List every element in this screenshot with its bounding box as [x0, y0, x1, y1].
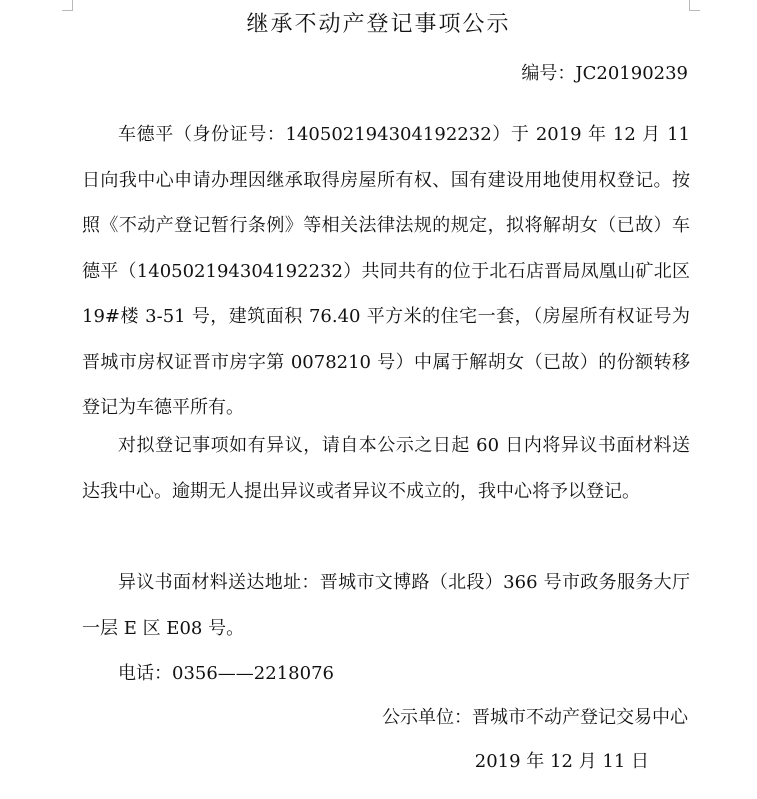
- document-title: 继承不动产登记事项公示: [246, 12, 511, 37]
- issuing-unit: 公示单位：晋城市不动产登记交易中心: [382, 707, 688, 728]
- phone-paragraph: 电话：0356——2218076: [118, 663, 334, 684]
- objection-address-paragraph: 异议书面材料送达地址：晋城市文博路（北段）366 号市政务服务大厅一层 E 区 E08 号。: [82, 572, 690, 639]
- document-number: [521, 60, 688, 88]
- announcement-date: 2019 年 12 月 11 日: [474, 751, 649, 772]
- objection-notice-paragraph: 对拟登记事项如有异议，请自本公示之日起 60 日内将异议书面材料送达我中心。逾期无人提出异议或者异议不成立的，我中心将予以登记。: [82, 435, 690, 502]
- document-number-label: 编号：: [521, 63, 576, 84]
- announcement-paragraph-1: 车德平（身份证号：140502194304192232）于 2019 年 12 月 11 日向我中心申请办理因继承取得房屋所有权、国有建设用地使用权登记。按照《不动产登记暂行条例》等相关法律法规的规定，拟将解胡女（已故）车德平（140502194304192232）共同共有的位于北石店晋局凤凰山矿北区 19#楼 3-51 号，建筑面积 76.40 平方米的住宅一套，（房屋所有权证号为晋城市房权证晋市房字第 0078210 号）中属于解胡女（已故）的份额转移登记为车德平所有。: [82, 124, 690, 418]
- document-number-value: JC20190239: [575, 63, 688, 84]
